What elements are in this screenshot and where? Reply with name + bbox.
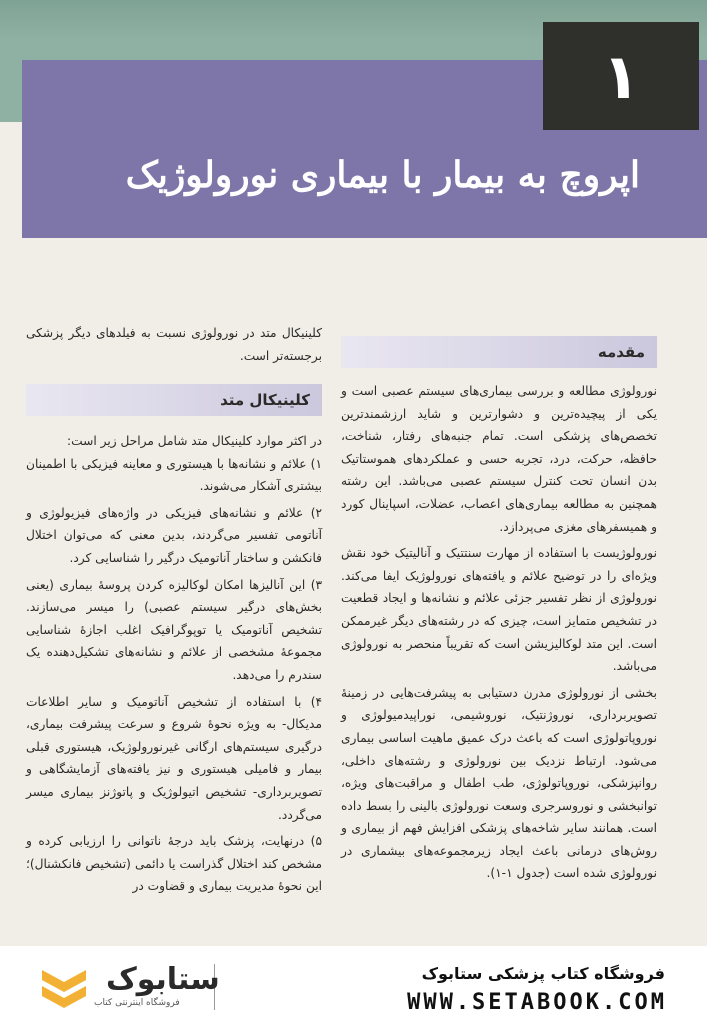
section-heading-intro: مقدمه [341, 336, 657, 368]
store-footer [0, 946, 707, 1024]
paragraph: نورولوژیست با استفاده از مهارت سنتتیک و آنالیتیک خود نقش ویژه‌ای را در توضیح علائم و یافته‌های نورولوژیک ایفا می‌کند. نورولوژی از نظر تفسیر جزئی علائم و نشانه‌ها و ایجاد قطعیت در تشخیص متمایز است، چیزی که در رشته‌های دیگر غیرممکن است. این متد لوکالیزیشن است که تقریباً منحصر به نورولوژی می‌باشد. [341, 546, 657, 674]
right-column [341, 380, 657, 889]
paragraph: در اکثر موارد کلینیکال متد شامل مراحل زیر است: [67, 434, 322, 448]
list-item: ۲) علائم و نشانه‌های فیزیکی در واژه‌های فیزیولوژی و آناتومی تفسیر می‌گردند، بدین معنی که می‌توان اختلال فانکشن و ساختار آناتومیک درگیر را شناسایی کرد. [26, 505, 322, 565]
paragraph: کلینیکال متد در نورولوژی نسبت به فیلدهای دیگر پزشکی برجسته‌تر است. [26, 326, 322, 363]
store-logo[interactable] [36, 956, 272, 1016]
left-column-intro [26, 322, 322, 371]
chapter-number: ۱ [543, 22, 699, 130]
list-item: ۳) این آنالیزها امکان لوکالیزه کردن پروسهٔ بیماری (یعنی بخش‌های درگیر سیستم عصبی) را میسر می‌سازند. تشخیص آناتومیک یا توپوگرافیک اغلب اجازهٔ شناسایی مجموعهٔ مشخصی از علائم و نشانه‌های تشکیل‌دهنده یک سندرم را می‌دهد. [26, 577, 322, 682]
chapter-title: اپروچ به بیمار با بیماری نورولوژیک [125, 154, 640, 196]
left-column [26, 430, 322, 902]
list-item: ۴) با استفاده از تشخیص آناتومیک و سایر اطلاعات مدیکال- به ویژه نحوهٔ شروع و سرعت پیشرفت بیماری، درگیری سیستم‌های ارگانی غیرنورولوژیک، هیستوری قبلی بیمار و فامیلی هیستوری و نیز یافته‌های آزمایشگاهی و تصویربرداری- تشخیص اتیولوژیک و پاتوژنز بیماری میسر می‌گردد. [26, 694, 322, 822]
paragraph: بخشی از نورولوژی مدرن دستیابی به پیشرفت‌هایی در زمینهٔ تصویربرداری، نوروژنتیک، نوروشیمی، نوراپیدمیولوژی و نوروپاتولوژی است که باعث درک عمیق ماهیت اساسی بیماری می‌شود. ارتباط نزدیک بین نورولوژی و رشته‌های داخلی، روانپزشکی، نوروپاتولوژی، طب اطفال و مراقبت‌های ویژه، توانبخشی و نوروسرجری وسعت نورولوژی بالینی را بسط داده است. همانند سایر شاخه‌های پزشکی افزایش فهم از بیماری و روش‌های درمانی باعث ایجاد زیرمجموعه‌های بیشماری در نورولوژی شده است (جدول ۱-۱). [341, 685, 657, 881]
paragraph: نورولوژی مطالعه و بررسی بیماری‌های سیستم عصبی است و یکی از پیچیده‌ترین و دشوارترین و شاید ارزشمندترین تخصص‌های پزشکی است. تمام جنبه‌های رفتار، شناخت، حافظه، حرکت، درد، تجربه حسی و عملکردهای هموستاتیک بدن انسان تحت کنترل سیستم عصبی می‌باشد. این رشته همچنین به مطالعه بیماری‌های اعصاب، عضلات، اسپاینال کورد و همیسفرهای مغزی می‌پردازد. [341, 384, 657, 534]
list-item: ۱) علائم و نشانه‌ها با هیستوری و معاینه فیزیکی با اطمینان بیشتری آشکار می‌شوند. [26, 456, 322, 494]
store-url-link[interactable]: WWW.SETABOOK.COM [407, 990, 667, 1015]
logo-mark-icon [36, 960, 92, 1016]
section-heading-clinical-method: کلینیکال متد [26, 384, 322, 416]
list-item: ۵) درنهایت، پزشک باید درجهٔ ناتوانی را ارزیابی کرده و مشخص کند اختلال گذراست یا دائمی (تشخیص فانکشنال)؛ این نحوهٔ مدیریت بیماری و قضاوت در [26, 834, 322, 894]
logo-subtitle: فروشگاه اینترنتی کتاب [94, 998, 180, 1008]
logo-text: ستابوک [106, 962, 220, 997]
store-name: فروشگاه کتاب پزشکی ستابوک [421, 964, 665, 983]
